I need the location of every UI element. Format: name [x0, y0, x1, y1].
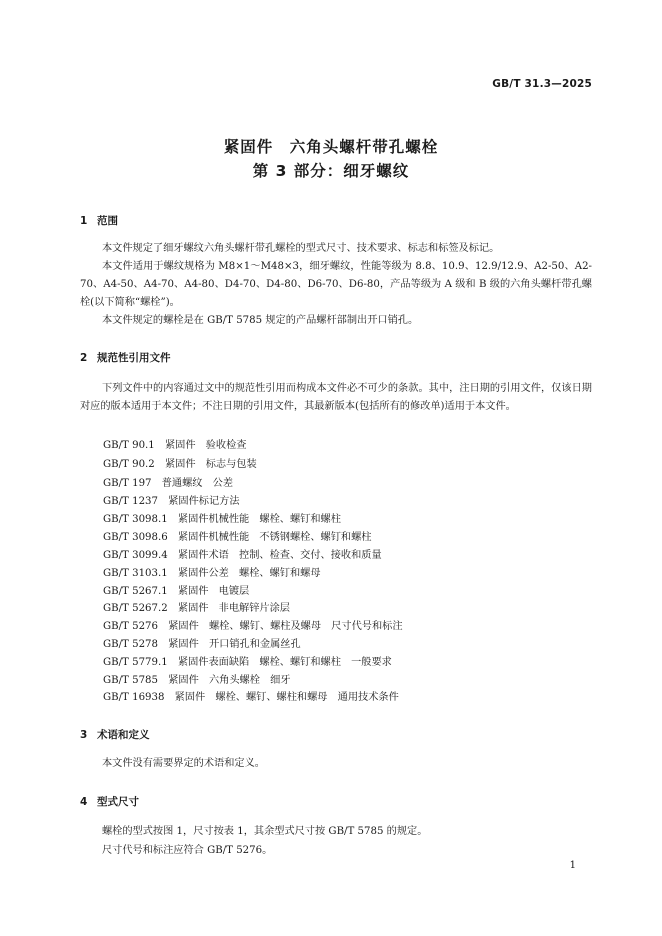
section-1-paragraph-2: 本文件适用于螺纹规格为 M8×1～M48×3，细牙螺纹，性能等级为 8.8、10.9、12.9/12.9、A2-50、A2-70、A4-50、A4-70、A4-80、D4-70、D4-80、D6-70、D6-80，产品等级为 A 级和 B 级的六角头螺杆带孔螺栓(以下简称“螺栓”)。 — [80, 261, 592, 308]
reference-item: GB/T 16938 紧固件 螺栓、螺钉、螺柱和螺母 通用技术条件 — [103, 692, 399, 703]
reference-item: GB/T 5267.1 紧固件 电镀层 — [103, 586, 250, 597]
section-4-paragraph-2: 尺寸代号和标注应符合 GB/T 5276。 — [102, 845, 273, 856]
reference-item: GB/T 5779.1 紧固件表面缺陷 螺栓、螺钉和螺柱 一般要求 — [103, 657, 392, 668]
document-title-line1: 紧固件 六角头螺杆带孔螺栓 — [223, 138, 439, 156]
section-number: 2 — [80, 352, 88, 364]
section-2-heading — [80, 350, 171, 365]
reference-item: GB/T 3103.1 紧固件公差 螺栓、螺钉和螺母 — [103, 568, 321, 579]
section-3-heading — [80, 727, 150, 742]
standard-code: GB/T 31.3—2025 — [492, 78, 592, 90]
page-number: 1 — [569, 860, 576, 871]
reference-item: GB/T 3098.6 紧固件机械性能 不锈钢螺栓、螺钉和螺柱 — [103, 532, 372, 543]
section-title: 范围 — [97, 215, 118, 227]
section-4-heading — [80, 794, 139, 809]
section-title: 术语和定义 — [97, 729, 150, 741]
section-1-paragraph-3: 本文件规定的螺栓是在 GB/T 5785 规定的产品螺杆部制出开口销孔。 — [102, 315, 419, 326]
reference-item: GB/T 3099.4 紧固件术语 控制、检查、交付、接收和质量 — [103, 550, 382, 561]
document-title-line2: 第 3 部分：细牙螺纹 — [252, 162, 410, 180]
reference-item: GB/T 5267.2 紧固件 非电解锌片涂层 — [103, 603, 290, 614]
section-number: 3 — [80, 729, 88, 741]
section-1-heading — [80, 213, 118, 228]
reference-item: GB/T 3098.1 紧固件机械性能 螺栓、螺钉和螺柱 — [103, 514, 341, 525]
reference-item: GB/T 197 普通螺纹 公差 — [103, 478, 234, 489]
reference-item: GB/T 1237 紧固件标记方法 — [103, 496, 240, 507]
reference-item: GB/T 5278 紧固件 开口销孔和金属丝孔 — [103, 639, 301, 650]
reference-item: GB/T 90.1 紧固件 验收检查 — [103, 440, 247, 451]
section-4-paragraph-1: 螺栓的型式按图 1，尺寸按表 1，其余型式尺寸按 GB/T 5785 的规定。 — [102, 826, 428, 837]
section-3-paragraph-1: 本文件没有需要界定的术语和定义。 — [102, 758, 265, 769]
section-number: 1 — [80, 215, 88, 227]
section-number: 4 — [80, 796, 88, 808]
section-1-paragraph-1: 本文件规定了细牙螺纹六角头螺杆带孔螺栓的型式尺寸、技术要求、标志和标签及标记。 — [102, 243, 500, 254]
reference-item: GB/T 5276 紧固件 螺栓、螺钉、螺柱及螺母 尺寸代号和标注 — [103, 621, 403, 632]
section-2-intro: 下列文件中的内容通过文中的规范性引用而构成本文件必不可少的条款。其中，注日期的引用文件，仅该日期对应的版本适用于本文件；不注日期的引用文件，其最新版本(包括所有的修改单)适用于本文件。 — [80, 383, 592, 412]
reference-item: GB/T 90.2 紧固件 标志与包装 — [103, 459, 257, 470]
section-title: 规范性引用文件 — [97, 352, 171, 364]
reference-item: GB/T 5785 紧固件 六角头螺栓 细牙 — [103, 675, 291, 686]
section-title: 型式尺寸 — [97, 796, 139, 808]
